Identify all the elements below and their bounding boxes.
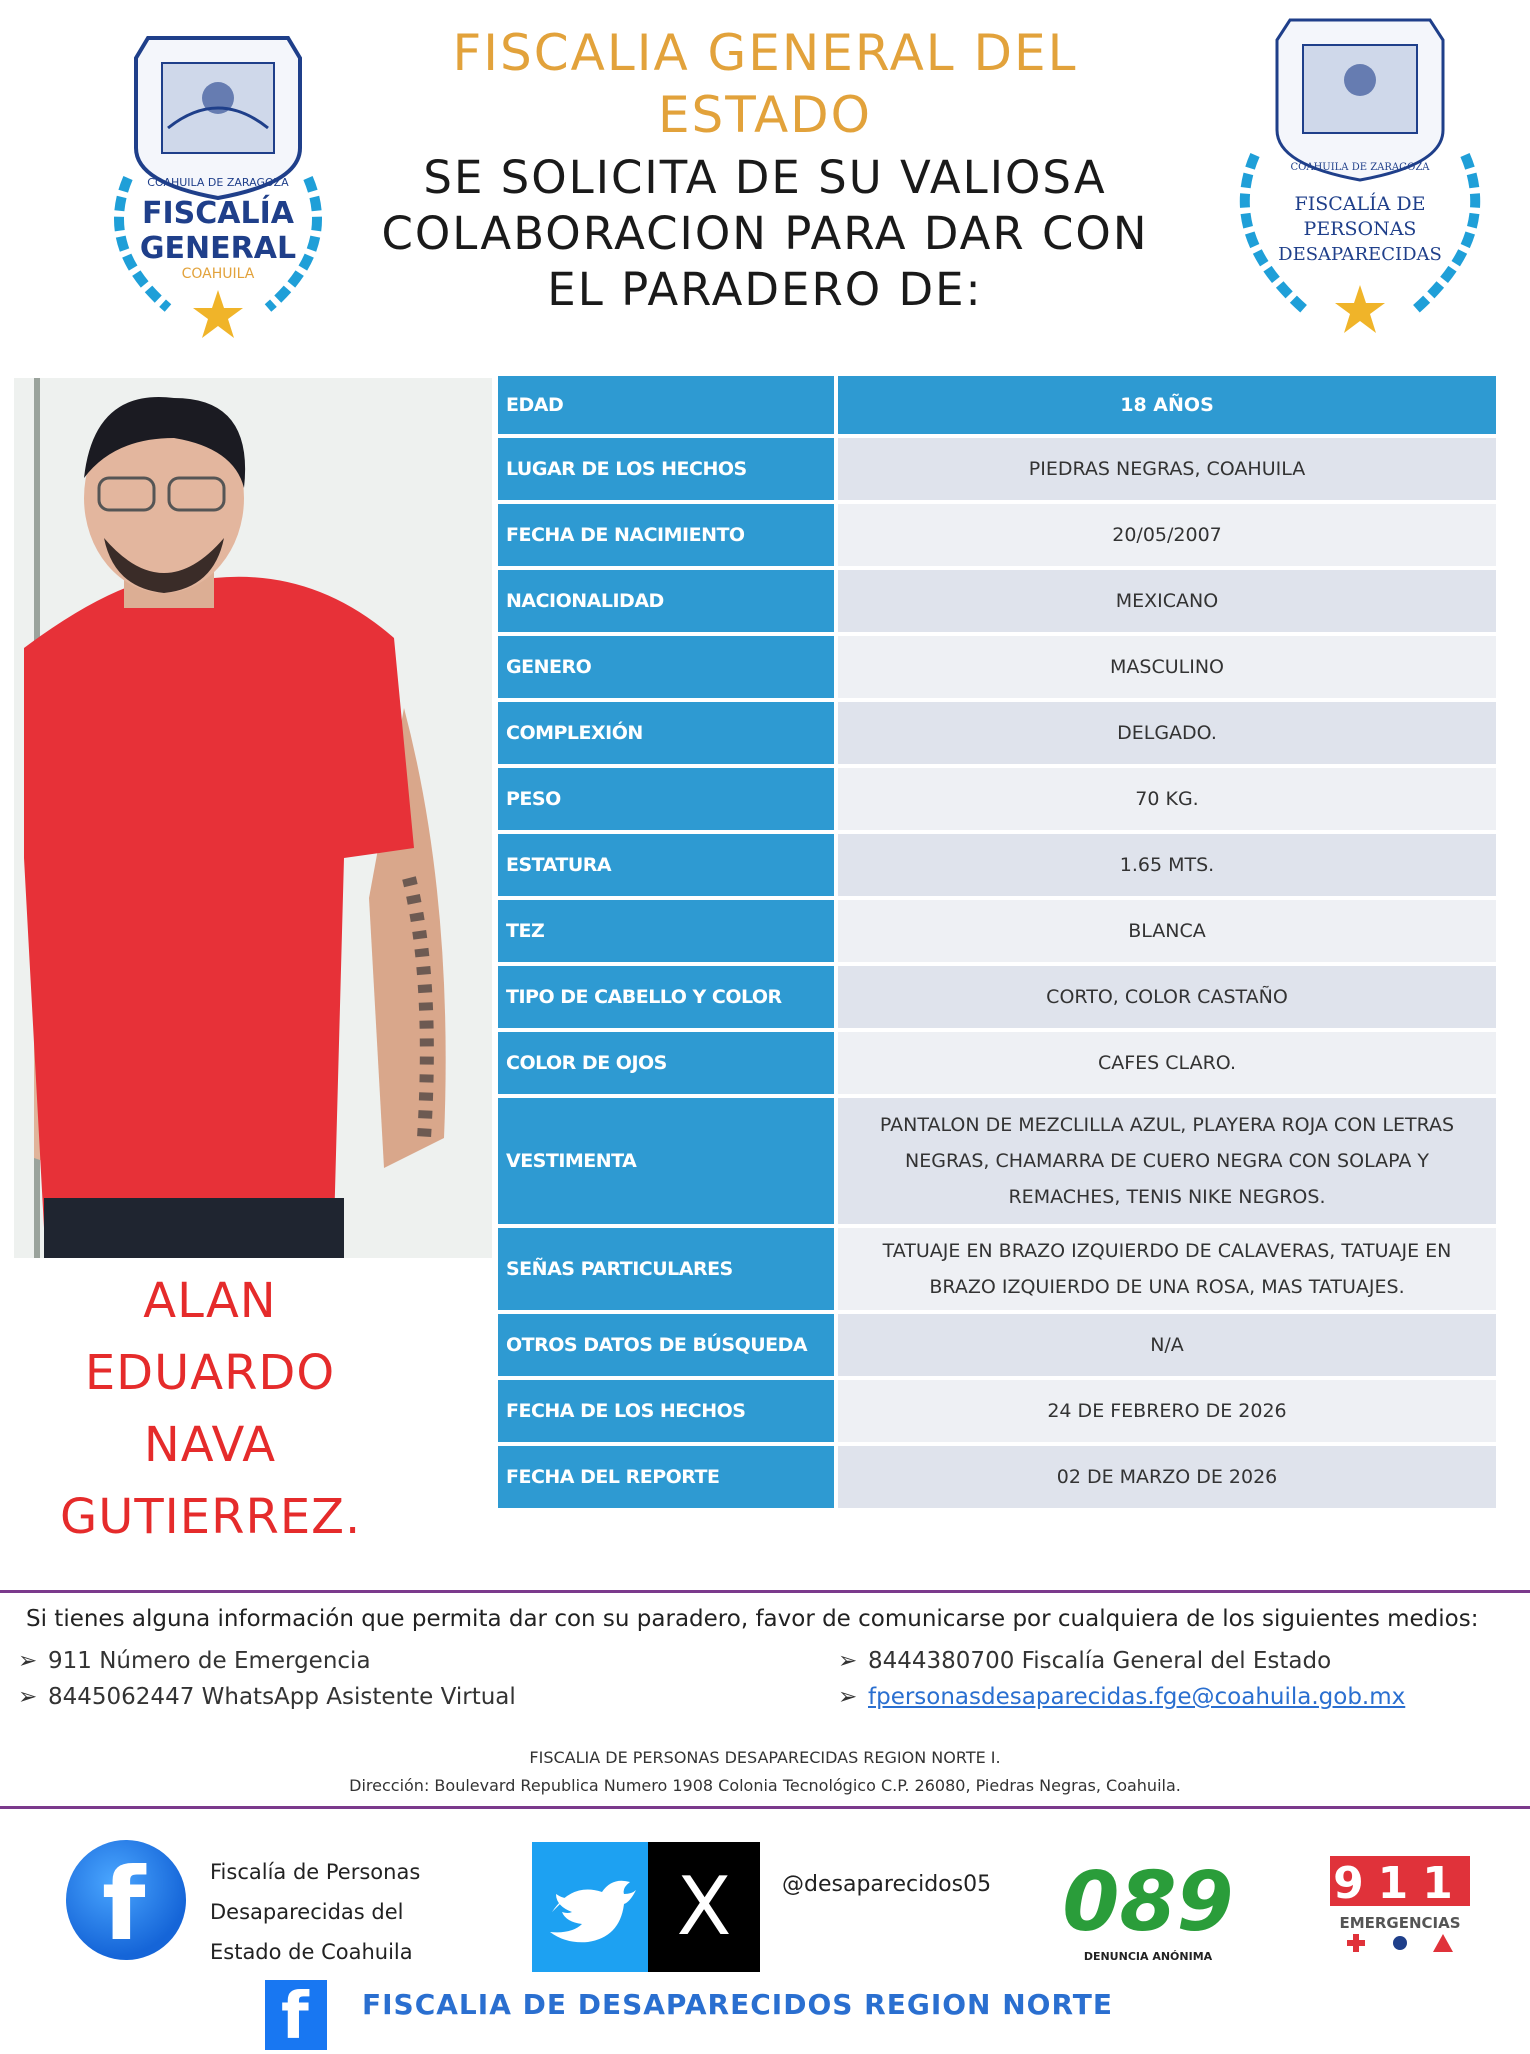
logo089-text: 089 bbox=[1062, 1855, 1234, 1950]
detail-value: 20/05/2007 bbox=[838, 504, 1496, 566]
table-row bbox=[498, 1314, 1496, 1376]
seal-ribbon: COAHUILA DE ZARAGOZA bbox=[147, 176, 289, 189]
logo089-caption: DENUNCIA ANÓNIMA bbox=[1083, 1950, 1213, 1963]
contact-item-whatsapp bbox=[18, 1684, 516, 1710]
contact-text: 911 Número de Emergencia bbox=[48, 1648, 371, 1674]
request-line2: COLABORACION PARA DAR CON bbox=[381, 207, 1149, 260]
agency-title-line1: FISCALIA GENERAL DEL bbox=[452, 24, 1078, 82]
arrow-icon: ➢ bbox=[838, 1684, 858, 1710]
seal-line1: FISCALÍA bbox=[142, 196, 294, 231]
contact-item-email bbox=[838, 1684, 1405, 1710]
table-row bbox=[498, 1446, 1496, 1508]
detail-label: NACIONALIDAD bbox=[498, 570, 834, 632]
facebook-glyph: f bbox=[102, 1846, 146, 1963]
name-line3: NAVA bbox=[143, 1417, 277, 1473]
social-handle: @desaparecidos05 bbox=[782, 1872, 992, 1897]
person-name bbox=[60, 1265, 360, 1553]
detail-label: GENERO bbox=[498, 636, 834, 698]
logo911-caption: EMERGENCIAS bbox=[1339, 1914, 1461, 1932]
table-row bbox=[498, 376, 1496, 434]
table-row bbox=[498, 1032, 1496, 1094]
details-table bbox=[498, 376, 1496, 1512]
x-icon[interactable]: X bbox=[648, 1842, 760, 1972]
office-name: FISCALIA DE PERSONAS DESAPARECIDAS REGION NORTE I. bbox=[529, 1748, 1001, 1767]
fiscalia-desaparecidas-seal bbox=[1215, 5, 1505, 345]
table-row bbox=[498, 438, 1496, 500]
twitter-icon[interactable] bbox=[532, 1842, 648, 1972]
detail-value: N/A bbox=[838, 1314, 1496, 1376]
detail-label: ESTATURA bbox=[498, 834, 834, 896]
table-row bbox=[498, 768, 1496, 830]
table-row bbox=[498, 1228, 1496, 1310]
star-icon bbox=[1335, 285, 1385, 333]
region-page-label: FISCALIA DE DESAPARECIDOS REGION NORTE bbox=[362, 1988, 1114, 2021]
facebook-glyph: f bbox=[281, 1980, 309, 2054]
detail-label: FECHA DEL REPORTE bbox=[498, 1446, 834, 1508]
detail-value: CORTO, COLOR CASTAÑO bbox=[838, 966, 1496, 1028]
contact-text: 8444380700 Fiscalía General del Estado bbox=[868, 1648, 1332, 1674]
detail-label: SEÑAS PARTICULARES bbox=[498, 1228, 834, 1310]
detail-label: OTROS DATOS DE BÚSQUEDA bbox=[498, 1314, 834, 1376]
detail-value: DELGADO. bbox=[838, 702, 1496, 764]
denuncia-089-logo bbox=[1062, 1848, 1234, 1968]
request-line3: EL PARADERO DE: bbox=[547, 263, 983, 316]
agency-title bbox=[380, 22, 1150, 146]
divider bbox=[0, 1590, 1530, 1593]
detail-value: 02 DE MARZO DE 2026 bbox=[838, 1446, 1496, 1508]
facebook-icon[interactable] bbox=[66, 1840, 186, 1963]
seal-line3: DESAPARECIDAS bbox=[1278, 244, 1442, 265]
email-link[interactable]: fpersonasdesaparecidas.fge@coahuila.gob.mx bbox=[868, 1684, 1406, 1710]
detail-label: TEZ bbox=[498, 900, 834, 962]
contact-item-emergency bbox=[18, 1648, 371, 1674]
detail-value: 70 KG. bbox=[838, 768, 1496, 830]
facebook-page-label bbox=[210, 1852, 420, 1972]
arrow-icon: ➢ bbox=[18, 1648, 38, 1674]
seal-line3: COAHUILA bbox=[181, 266, 255, 282]
table-row bbox=[498, 504, 1496, 566]
emergencias-911-logo bbox=[1325, 1854, 1475, 1964]
arrow-icon: ➢ bbox=[838, 1648, 858, 1674]
detail-value: TATUAJE EN BRAZO IZQUIERDO DE CALAVERAS, TATUAJE EN BRAZO IZQUIERDO DE UNA ROSA, MAS TATUAJES. bbox=[838, 1228, 1496, 1310]
request-line1: SE SOLICITA DE SU VALIOSA bbox=[423, 151, 1107, 204]
detail-label: COMPLEXIÓN bbox=[498, 702, 834, 764]
contact-text: 8445062447 WhatsApp Asistente Virtual bbox=[48, 1684, 516, 1710]
table-row bbox=[498, 834, 1496, 896]
missing-person-photo bbox=[14, 378, 492, 1258]
detail-value: 1.65 MTS. bbox=[838, 834, 1496, 896]
name-line1: ALAN bbox=[143, 1273, 277, 1329]
detail-label: EDAD bbox=[498, 376, 834, 434]
fb-line1: Fiscalía de Personas bbox=[210, 1860, 421, 1884]
table-row bbox=[498, 636, 1496, 698]
agency-title-line2: ESTADO bbox=[657, 86, 873, 144]
fb-line2: Desaparecidas del bbox=[210, 1900, 404, 1924]
detail-value: CAFES CLARO. bbox=[838, 1032, 1496, 1094]
detail-value: PANTALON DE MEZCLILLA AZUL, PLAYERA ROJA CON LETRAS NEGRAS, CHAMARRA DE CUERO NEGRA CON SOLAPA Y REMACHES, TENIS NIKE NEGROS. bbox=[838, 1098, 1496, 1224]
detail-label: FECHA DE NACIMIENTO bbox=[498, 504, 834, 566]
detail-value: PIEDRAS NEGRAS, COAHUILA bbox=[838, 438, 1496, 500]
detail-value: MASCULINO bbox=[838, 636, 1496, 698]
detail-value: MEXICANO bbox=[838, 570, 1496, 632]
detail-label: COLOR DE OJOS bbox=[498, 1032, 834, 1094]
seal-line1: FISCALÍA DE bbox=[1294, 193, 1426, 215]
arrow-icon: ➢ bbox=[18, 1684, 38, 1710]
name-line2: EDUARDO bbox=[84, 1345, 336, 1401]
seal-ribbon: COAHUILA DE ZARAGOZA bbox=[1290, 162, 1430, 173]
star-icon bbox=[193, 290, 243, 338]
contact-item-phone bbox=[838, 1648, 1331, 1674]
divider bbox=[0, 1806, 1530, 1809]
detail-label: LUGAR DE LOS HECHOS bbox=[498, 438, 834, 500]
facebook-icon[interactable] bbox=[265, 1980, 327, 2054]
table-row bbox=[498, 1098, 1496, 1224]
contact-intro: Si tienes alguna información que permita dar con su paradero, favor de comunicarse por cualquiera de los siguientes medios: bbox=[26, 1606, 1479, 1632]
table-row bbox=[498, 570, 1496, 632]
detail-label: PESO bbox=[498, 768, 834, 830]
detail-label: FECHA DE LOS HECHOS bbox=[498, 1380, 834, 1442]
detail-value: 18 AÑOS bbox=[838, 376, 1496, 434]
table-row bbox=[498, 900, 1496, 962]
fiscalia-general-seal bbox=[88, 18, 348, 348]
seal-line2: GENERAL bbox=[139, 231, 297, 266]
table-row bbox=[498, 1380, 1496, 1442]
request-heading bbox=[370, 150, 1160, 318]
detail-value: 24 DE FEBRERO DE 2026 bbox=[838, 1380, 1496, 1442]
detail-label: VESTIMENTA bbox=[498, 1098, 834, 1224]
detail-value: BLANCA bbox=[838, 900, 1496, 962]
office-address: Dirección: Boulevard Republica Numero 1908 Colonia Tecnológico C.P. 26080, Piedras Negras, Coahuila. bbox=[349, 1776, 1181, 1795]
detail-label: TIPO DE CABELLO Y COLOR bbox=[498, 966, 834, 1028]
fb-line3: Estado de Coahuila bbox=[210, 1940, 413, 1964]
table-row bbox=[498, 702, 1496, 764]
seal-line2: PERSONAS bbox=[1303, 218, 1417, 240]
table-row bbox=[498, 966, 1496, 1028]
name-line4: GUTIERREZ. bbox=[60, 1489, 362, 1545]
logo911-text: 911 bbox=[1333, 1858, 1467, 1909]
